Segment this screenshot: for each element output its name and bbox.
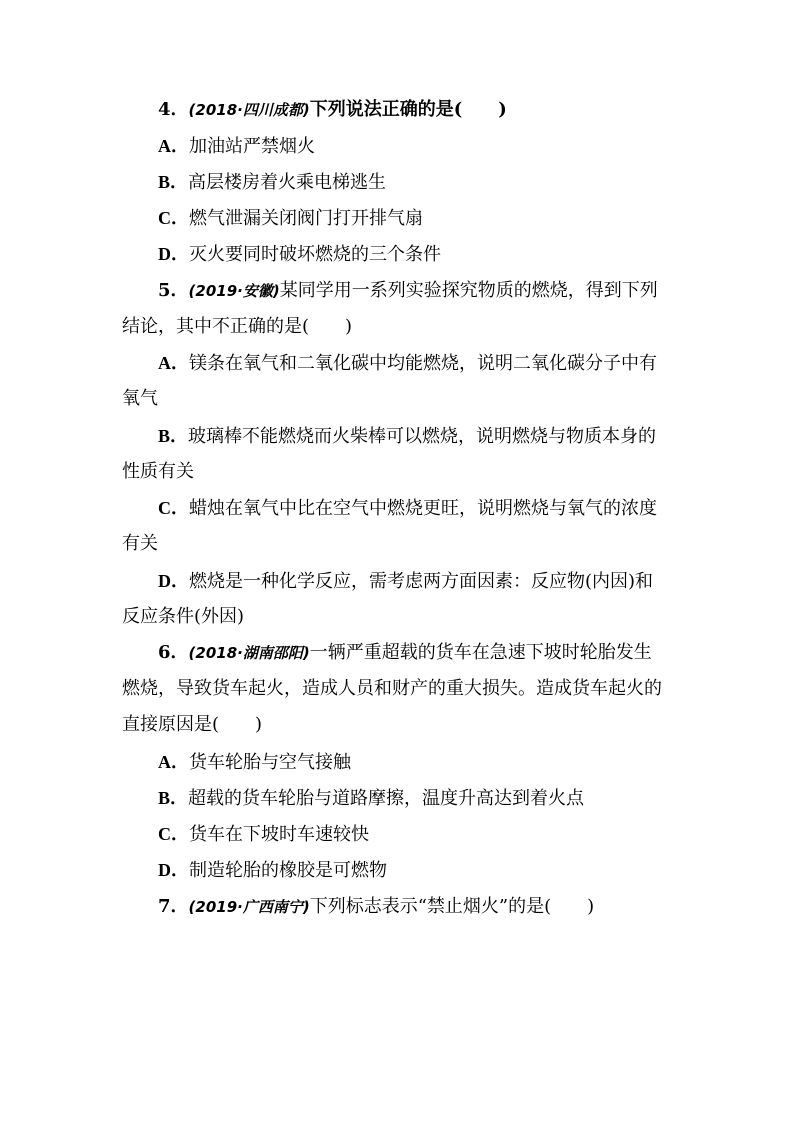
question-7-stem <box>158 895 594 919</box>
question-5-stem <box>158 279 658 303</box>
question-text: 下列标志表示“禁止烟火”的是( ) <box>309 896 595 917</box>
option-letter: A． <box>158 353 189 373</box>
question-5-option-a <box>158 351 657 376</box>
question-5-option-b <box>158 424 656 449</box>
question-5-option-a-cont: 氧气 <box>122 388 158 409</box>
option-letter: B． <box>158 788 189 808</box>
question-number: 5． <box>158 280 189 301</box>
question-number: 4． <box>158 99 189 120</box>
question-source: (2018·湖南邵阳) <box>188 644 310 662</box>
option-text: 高层楼房着火乘电梯逃生 <box>188 172 387 193</box>
question-4-stem <box>158 98 507 122</box>
question-5-option-d <box>158 569 653 594</box>
option-letter: C． <box>158 208 189 228</box>
question-source: (2019·安徽) <box>188 282 280 300</box>
option-text: 玻璃棒不能燃烧而火柴棒可以燃烧，说明燃烧与物质本身的 <box>188 426 657 447</box>
question-number: 7． <box>158 896 189 917</box>
option-letter: D． <box>158 571 189 591</box>
question-text: 某同学用一系列实验探究物质的燃烧，得到下列 <box>279 280 658 301</box>
option-text: 制造轮胎的橡胶是可燃物 <box>189 860 387 881</box>
question-source: (2018·四川成都) <box>188 101 310 119</box>
option-letter: D． <box>158 860 189 880</box>
question-6-option-b <box>158 786 584 811</box>
option-text: 燃烧是一种化学反应，需考虑两方面因素：反应物(内因)和 <box>189 571 654 592</box>
question-6-option-c <box>158 822 369 847</box>
question-5-option-c <box>158 496 657 521</box>
option-text: 灭火要同时破坏燃烧的三个条件 <box>189 244 441 265</box>
question-5-stem-cont: 结论，其中不正确的是( ) <box>122 316 353 337</box>
option-text: 镁条在氧气和二氧化碳中均能燃烧，说明二氧化碳分子中有 <box>189 353 657 374</box>
question-number: 6． <box>158 642 189 663</box>
question-4-option-d <box>158 242 441 267</box>
option-letter: C． <box>158 498 189 518</box>
option-text: 蜡烛在氧气中比在空气中燃烧更旺，说明燃烧与氧气的浓度 <box>189 498 657 519</box>
question-6-option-a <box>158 750 351 775</box>
option-letter: A． <box>158 752 189 772</box>
question-text: 下列说法正确的是( ) <box>309 99 507 120</box>
question-4-option-a <box>158 134 315 159</box>
option-letter: B． <box>158 172 189 192</box>
question-text: 一辆严重超载的货车在急速下坡时轮胎发生 <box>309 642 652 663</box>
question-5-option-d-cont: 反应条件(外因) <box>122 606 245 627</box>
question-4-option-c <box>158 206 423 231</box>
option-letter: B． <box>158 426 189 446</box>
option-text: 货车轮胎与空气接触 <box>189 752 351 773</box>
option-text: 货车在下坡时车速较快 <box>189 824 369 845</box>
option-letter: C． <box>158 824 189 844</box>
option-letter: D． <box>158 244 189 264</box>
option-text: 超载的货车轮胎与道路摩擦，温度升高达到着火点 <box>188 788 585 809</box>
question-5-option-c-cont: 有关 <box>122 533 158 554</box>
option-text: 加油站严禁烟火 <box>189 136 315 157</box>
question-4-option-b <box>158 170 386 195</box>
question-5-option-b-cont: 性质有关 <box>122 461 194 482</box>
option-letter: A． <box>158 136 189 156</box>
option-text: 燃气泄漏关闭阀门打开排气扇 <box>189 208 423 229</box>
question-6-option-d <box>158 858 387 883</box>
question-source: (2019·广西南宁) <box>188 898 310 916</box>
question-6-stem-cont-2: 直接原因是( ) <box>122 714 263 735</box>
question-6-stem-cont-1: 燃烧，导致货车起火，造成人员和财产的重大损失。造成货车起火的 <box>122 678 662 699</box>
question-6-stem <box>158 641 652 665</box>
